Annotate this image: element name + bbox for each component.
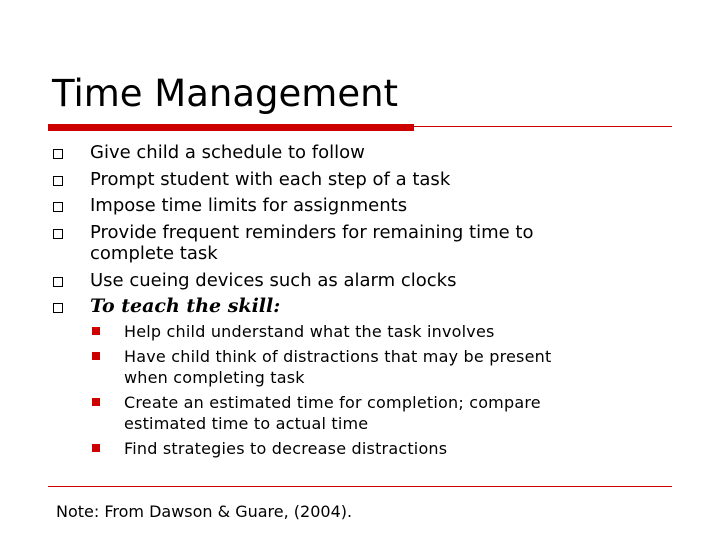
sub-bullet-text-continuation: when completing task xyxy=(124,368,305,387)
bullet-heading: To teach the skill: xyxy=(90,295,281,317)
filled-square-bullet-icon xyxy=(92,444,100,452)
slide-title: Time Management xyxy=(52,72,399,115)
footer-rule xyxy=(48,486,672,487)
sub-bullet-text: Have child think of distractions that may be present xyxy=(124,347,552,366)
filled-square-bullet-icon xyxy=(92,398,100,406)
sub-bullet-text: Create an estimated time for completion; compare xyxy=(124,393,541,412)
bullet-text: Give child a schedule to follow xyxy=(90,142,365,163)
sub-bullet-text: Help child understand what the task involves xyxy=(124,322,495,341)
bullet-text: Prompt student with each step of a task xyxy=(90,169,451,190)
title-rule xyxy=(414,126,672,127)
filled-square-bullet-icon xyxy=(92,327,100,335)
hollow-square-bullet-icon xyxy=(53,149,63,159)
bullet-text: Impose time limits for assignments xyxy=(90,195,408,216)
bullet-text: Use cueing devices such as alarm clocks xyxy=(90,270,457,291)
hollow-square-bullet-icon xyxy=(53,176,63,186)
sub-bullet-text-continuation: estimated time to actual time xyxy=(124,414,369,433)
hollow-square-bullet-icon xyxy=(53,202,63,212)
bullet-text: Provide frequent reminders for remaining time to xyxy=(90,222,534,243)
hollow-square-bullet-icon xyxy=(53,229,63,239)
title-accent-bar xyxy=(48,124,414,131)
filled-square-bullet-icon xyxy=(92,352,100,360)
hollow-square-bullet-icon xyxy=(53,277,63,287)
citation-note: Note: From Dawson & Guare, (2004). xyxy=(56,502,353,521)
hollow-square-bullet-icon xyxy=(53,303,63,313)
sub-bullet-text: Find strategies to decrease distractions xyxy=(124,439,448,458)
bullet-text-continuation: complete task xyxy=(90,243,218,264)
